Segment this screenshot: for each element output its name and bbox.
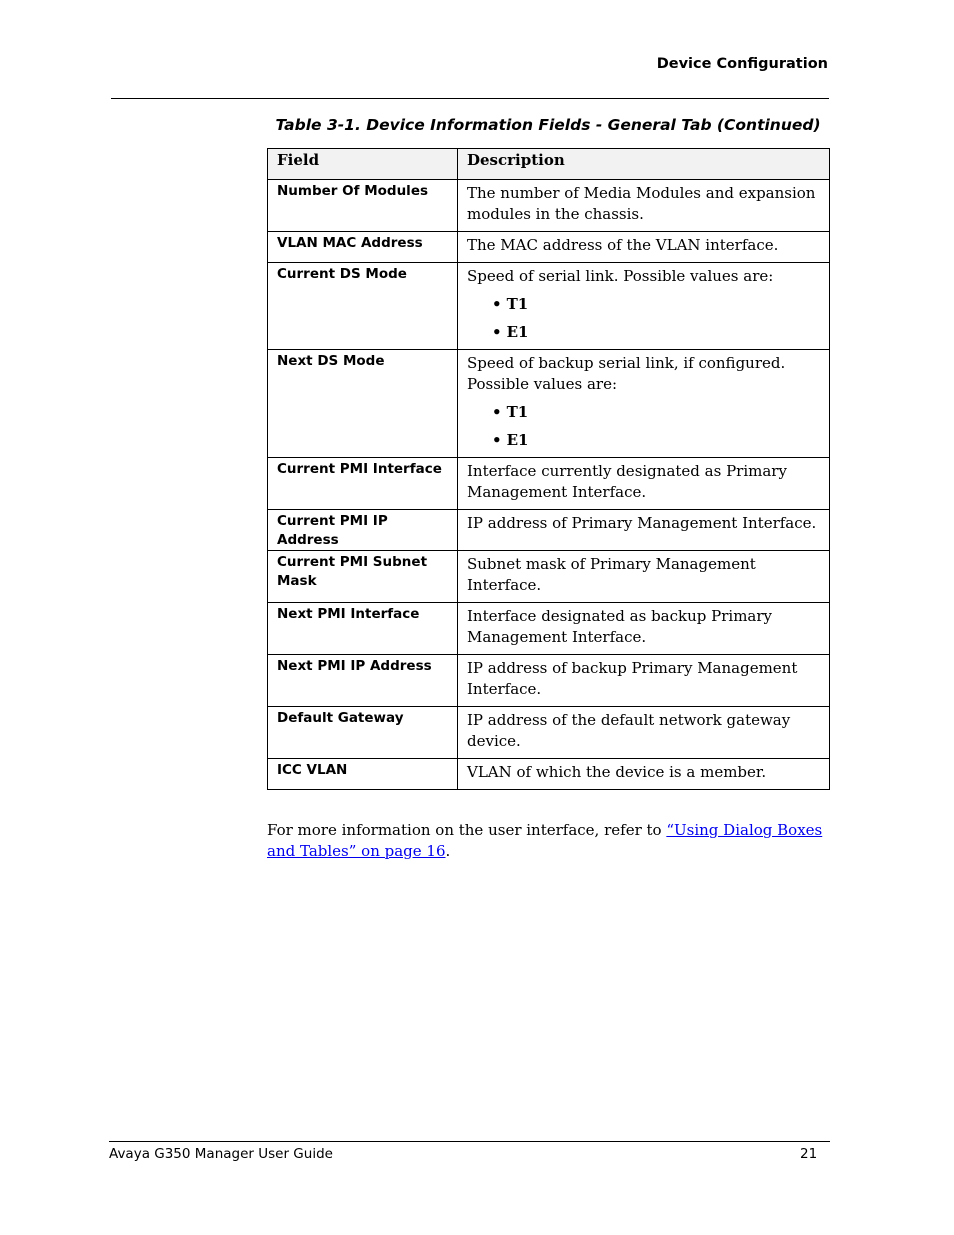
table-row [268, 263, 830, 350]
field-description: Interface designated as backup Primary Management Interface. [458, 603, 830, 655]
table-row [268, 458, 830, 510]
field-description: Speed of backup serial link, if configured. Possible values are: [467, 354, 786, 393]
field-description-cell [458, 350, 830, 458]
section-title: Device Configuration [656, 56, 828, 72]
field-description: VLAN of which the device is a member. [458, 759, 830, 790]
field-name: Current PMI IP Address [268, 510, 458, 551]
field-name: Current DS Mode [268, 263, 458, 350]
field-description: The MAC address of the VLAN interface. [458, 232, 830, 263]
table-caption: Table 3-1. Device Information Fields - General Tab (Continued) [275, 116, 821, 134]
possible-values-list [467, 294, 821, 343]
field-description: Subnet mask of Primary Management Interface. [458, 551, 830, 603]
header-divider [111, 98, 829, 99]
guide-title: Avaya G350 Manager User Guide [109, 1146, 333, 1162]
dialog-boxes-link[interactable]: “Using Dialog Boxes and Tables” on page 16 [267, 821, 823, 860]
list-item: • T1 [492, 402, 821, 423]
list-item: • T1 [492, 294, 821, 315]
page-number: 21 [800, 1146, 818, 1162]
field-name: Current PMI Interface [268, 458, 458, 510]
table-row [268, 655, 830, 707]
more-info-suffix: . [445, 842, 451, 860]
field-name: Next DS Mode [268, 350, 458, 458]
table-row [268, 707, 830, 759]
field-name: Next PMI Interface [268, 603, 458, 655]
table-row [268, 551, 830, 603]
column-header-field: Field [268, 149, 458, 180]
table-row [268, 510, 830, 551]
more-info-paragraph [267, 820, 837, 862]
table-header-row [268, 149, 830, 180]
device-info-table [267, 148, 830, 790]
field-name: ICC VLAN [268, 759, 458, 790]
list-item: • E1 [492, 322, 821, 343]
field-name: Current PMI Subnet Mask [268, 551, 458, 603]
field-description: IP address of the default network gateway device. [458, 707, 830, 759]
table-row [268, 350, 830, 458]
field-name: Number Of Modules [268, 180, 458, 232]
table-row [268, 180, 830, 232]
field-description: Speed of serial link. Possible values are: [467, 267, 774, 285]
field-name: Next PMI IP Address [268, 655, 458, 707]
table-row [268, 603, 830, 655]
table-row [268, 232, 830, 263]
field-description: The number of Media Modules and expansion modules in the chassis. [458, 180, 830, 232]
footer-divider [109, 1141, 830, 1142]
more-info-text: For more information on the user interface, refer to [267, 821, 667, 839]
table-row [268, 759, 830, 790]
field-name: Default Gateway [268, 707, 458, 759]
column-header-description: Description [458, 149, 830, 180]
field-description: IP address of backup Primary Management Interface. [458, 655, 830, 707]
field-description-cell [458, 263, 830, 350]
field-description: IP address of Primary Management Interface. [458, 510, 830, 551]
field-description: Interface currently designated as Primary Management Interface. [458, 458, 830, 510]
field-name: VLAN MAC Address [268, 232, 458, 263]
possible-values-list [467, 402, 821, 451]
list-item: • E1 [492, 430, 821, 451]
